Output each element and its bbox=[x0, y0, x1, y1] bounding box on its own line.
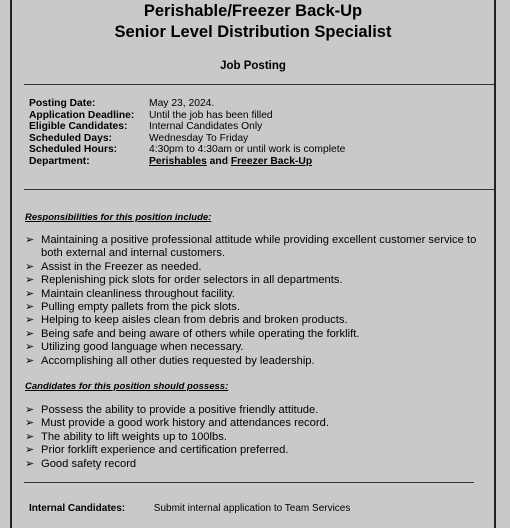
list-item-text: Assist in the Freezer as needed. bbox=[41, 260, 202, 273]
list-item bbox=[25, 341, 495, 354]
responsibilities-heading: Responsibilities for this position include: bbox=[25, 212, 212, 223]
list-item-text: Helping to keep aisles clean from debris and broken products. bbox=[41, 314, 348, 327]
list-item bbox=[25, 274, 495, 287]
days-value: Wednesday To Friday bbox=[149, 132, 249, 144]
internal-candidates-text: Submit internal application to Team Services bbox=[153, 503, 351, 514]
list-item bbox=[25, 234, 495, 261]
arrow-bullet-icon: ➢ bbox=[25, 417, 35, 430]
arrow-bullet-icon: ➢ bbox=[25, 260, 35, 273]
department-row bbox=[29, 156, 345, 168]
days-row bbox=[29, 133, 345, 145]
arrow-bullet-icon: ➢ bbox=[25, 341, 35, 354]
job-title-line1: Perishable/Freezer Back-Up bbox=[143, 2, 363, 20]
list-item-text: Being safe and being aware of others while operating the forklift. bbox=[41, 327, 360, 340]
list-item-text: Maintaining a positive professional attitude while providing excellent customer service to both external and internal customers. bbox=[41, 234, 477, 260]
list-item-text: Possess the ability to provide a positive friendly attitude. bbox=[41, 404, 319, 416]
qualifications-heading-colon: : bbox=[225, 381, 229, 392]
days-label: Scheduled Days: bbox=[29, 132, 112, 144]
divider bbox=[24, 84, 494, 85]
deadline-value: Until the job has been filled bbox=[149, 109, 273, 121]
list-item-text: Utilizing good language when necessary. bbox=[41, 341, 244, 354]
department-and: and bbox=[206, 155, 231, 167]
eligible-row bbox=[29, 121, 345, 133]
arrow-bullet-icon: ➢ bbox=[25, 457, 35, 470]
posting-date-row bbox=[29, 98, 345, 110]
divider bbox=[24, 482, 474, 483]
divider bbox=[24, 189, 494, 190]
qualifications-heading bbox=[25, 381, 228, 392]
posting-details bbox=[29, 98, 345, 168]
list-item bbox=[25, 444, 495, 457]
arrow-bullet-icon: ➢ bbox=[25, 404, 35, 416]
arrow-bullet-icon: ➢ bbox=[25, 314, 35, 327]
list-item-text: The ability to lift weights up to 100lbs. bbox=[41, 430, 227, 443]
list-item bbox=[25, 288, 495, 301]
list-item-text: Prior forklift experience and certification preferred. bbox=[41, 444, 289, 457]
deadline-label: Application Deadline: bbox=[29, 109, 135, 121]
job-posting-label: Job Posting bbox=[220, 60, 286, 72]
arrow-bullet-icon: ➢ bbox=[25, 430, 35, 443]
list-item-text: Maintain cleanliness throughout facility. bbox=[41, 287, 235, 300]
list-item bbox=[25, 301, 495, 314]
list-item-text: Pulling empty pallets from the pick slots. bbox=[41, 301, 240, 314]
arrow-bullet-icon: ➢ bbox=[25, 287, 35, 300]
department-link-perishables[interactable]: Perishables bbox=[149, 155, 207, 167]
internal-candidates-label: Internal Candidates: bbox=[29, 503, 126, 514]
qualifications-heading-text: Candidates for this position should possess bbox=[25, 381, 226, 392]
eligible-label: Eligible Candidates: bbox=[29, 121, 128, 133]
list-item bbox=[25, 417, 495, 430]
list-item bbox=[25, 261, 495, 274]
posting-date-value: May 23, 2024. bbox=[149, 98, 215, 109]
posting-date-label: Posting Date: bbox=[29, 98, 96, 109]
arrow-bullet-icon: ➢ bbox=[25, 444, 35, 457]
eligible-value: Internal Candidates Only bbox=[149, 121, 263, 133]
hours-label: Scheduled Hours: bbox=[29, 144, 118, 156]
arrow-bullet-icon: ➢ bbox=[25, 274, 35, 287]
hours-row bbox=[29, 144, 345, 156]
list-item-text: Replenishing pick slots for order selectors in all departments. bbox=[41, 274, 343, 287]
hours-value: 4:30pm to 4:30am or until work is complete bbox=[149, 144, 346, 156]
arrow-bullet-icon: ➢ bbox=[25, 354, 35, 367]
list-item-text: Accomplishing all other duties requested by leadership. bbox=[41, 354, 315, 367]
department-value bbox=[149, 156, 312, 168]
list-item bbox=[25, 328, 495, 341]
arrow-bullet-icon: ➢ bbox=[25, 327, 35, 340]
list-item bbox=[25, 458, 495, 471]
responsibilities-list bbox=[25, 234, 495, 368]
department-label: Department: bbox=[29, 155, 90, 167]
internal-candidates-row bbox=[29, 503, 350, 514]
job-title-line2: Senior Level Distribution Specialist bbox=[114, 23, 392, 41]
arrow-bullet-icon: ➢ bbox=[25, 301, 35, 314]
department-link-freezer[interactable]: Freezer Back-Up bbox=[230, 155, 313, 167]
list-item-text: Must provide a good work history and attendances record. bbox=[41, 417, 329, 430]
list-item bbox=[25, 404, 495, 417]
document-page bbox=[10, 0, 496, 528]
arrow-bullet-icon: ➢ bbox=[25, 234, 35, 246]
deadline-row bbox=[29, 110, 345, 122]
list-item bbox=[25, 355, 495, 368]
qualifications-list bbox=[25, 404, 495, 471]
list-item bbox=[25, 431, 495, 444]
list-item bbox=[25, 314, 495, 327]
list-item-text: Good safety record bbox=[41, 457, 137, 470]
